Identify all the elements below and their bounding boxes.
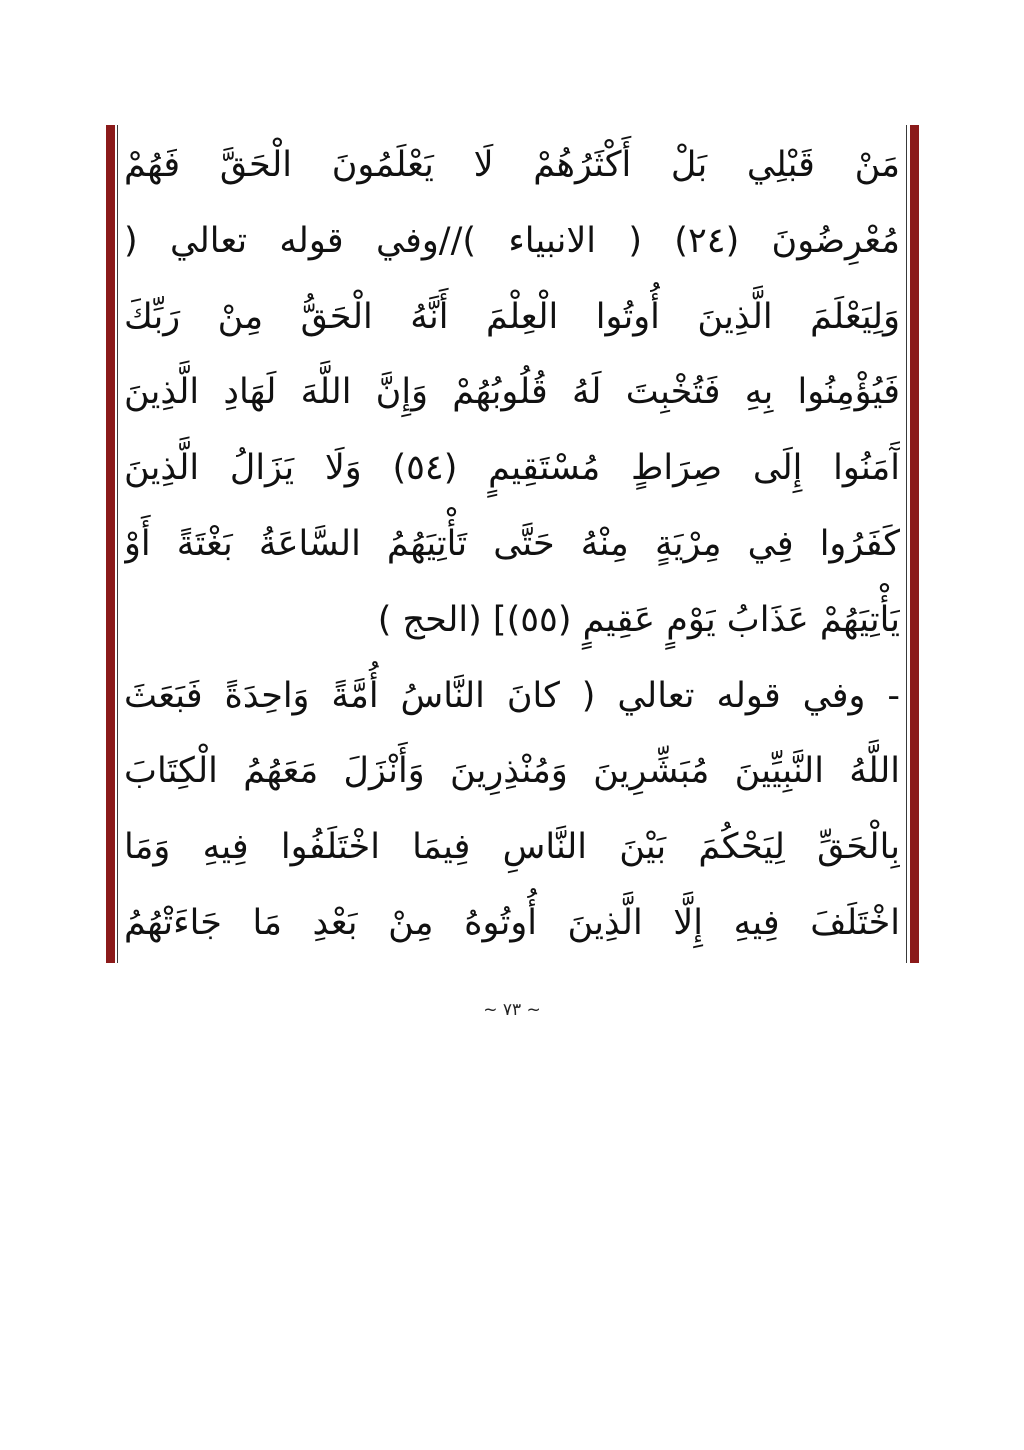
left-border-line: [117, 125, 118, 963]
text-line: مَنْ قَبْلِي بَلْ أَكْثَرُهُمْ لَا يَعْلَمُونَ الْحَقَّ فَهُمْ: [124, 145, 900, 185]
right-border-bar: [910, 125, 919, 963]
left-border-bar: [106, 125, 115, 963]
text-line: كَفَرُوا فِي مِرْيَةٍ مِنْهُ حَتَّى تَأْتِيَهُمُ السَّاعَةُ بَغْتَةً أَوْ: [124, 523, 900, 564]
text-line: اللَّهُ النَّبِيِّينَ مُبَشِّرِينَ وَمُنْذِرِينَ وَأَنْزَلَ مَعَهُمُ الْكِتَابَ: [124, 751, 900, 792]
text-line: مُعْرِضُونَ (٢٤) ( الانبياء )//وفي قوله تعالي (: [124, 220, 900, 261]
body-text: [124, 128, 900, 962]
page-number: ~ ٧٣ ~: [483, 1000, 541, 1020]
right-border-line: [906, 125, 907, 963]
text-line: آَمَنُوا إِلَى صِرَاطٍ مُسْتَقِيمٍ (٥٤) وَلَا يَزَالُ الَّذِينَ: [124, 448, 900, 489]
text-line: اخْتَلَفَ فِيهِ إِلَّا الَّذِينَ أُوتُوهُ مِنْ بَعْدِ مَا جَاءَتْهُمُ: [124, 902, 900, 943]
text-line: وَلِيَعْلَمَ الَّذِينَ أُوتُوا الْعِلْمَ أَنَّهُ الْحَقُّ مِنْ رَبِّكَ: [124, 296, 900, 337]
text-line: بِالْحَقِّ لِيَحْكُمَ بَيْنَ النَّاسِ فِيمَا اخْتَلَفُوا فِيهِ وَمَا: [124, 827, 900, 868]
text-line: يَأْتِيَهُمْ عَذَابُ يَوْمٍ عَقِيمٍ (٥٥)] (الحج ): [377, 599, 900, 640]
text-line: - وفي قوله تعالي ( كانَ النَّاسُ أُمَّةً وَاحِدَةً فَبَعَثَ: [124, 675, 900, 716]
text-line: فَيُؤْمِنُوا بِهِ فَتُخْبِتَ لَهُ قُلُوبُهُمْ وَإِنَّ اللَّهَ لَهَادِ الَّذِينَ: [124, 372, 900, 413]
